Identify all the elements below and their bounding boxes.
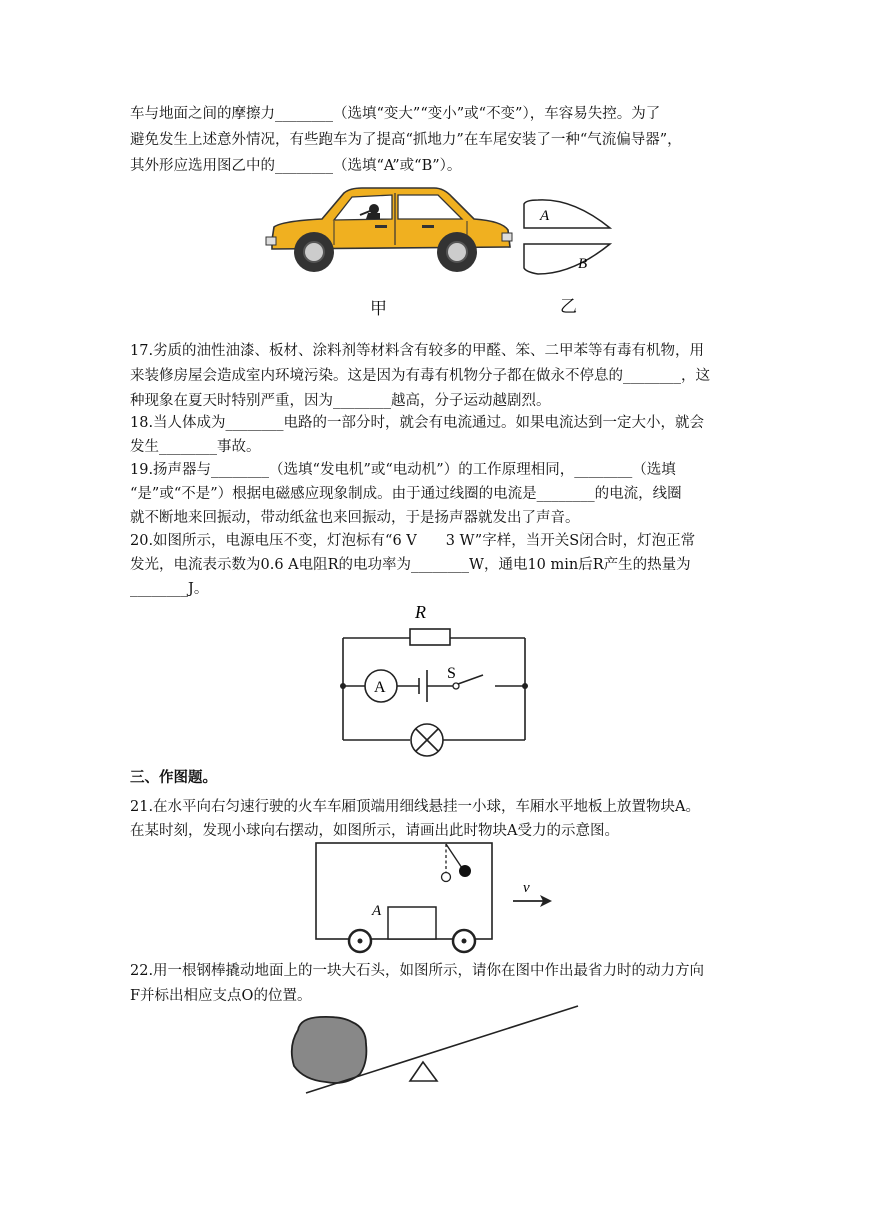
q16-line-2: 避免发生上述意外情况，有些跑车为了提高“抓地力”在车尾安装了一种“气流偏导器”， <box>130 132 682 148</box>
q18-line-2: 发生________事故。 <box>130 439 261 455</box>
q22-line-2: F并标出相应支点O的位置。 <box>130 988 312 1004</box>
q16-line-1: 车与地面之间的摩擦力________（选填“变大”“变小”或“不变”），车容易失控。为了 <box>130 106 661 122</box>
ammeter-label: A <box>374 679 386 696</box>
q16-line-3: 其外形应选用图乙中的________（选填“A”或“B”）。 <box>130 158 462 174</box>
q18-line-1: 18.当人体成为________电路的一部分时，就会有电流通过。如果电流达到一定大小，就会 <box>130 415 705 431</box>
q19-line-3: 就不断地来回振动，带动纸盆也来回振动，于是扬声器就发出了声音。 <box>130 510 580 526</box>
circuit-figure <box>335 598 535 758</box>
rock <box>292 1017 367 1083</box>
deflector-label-a: A <box>540 208 550 224</box>
q21-line-1: 21.在水平向右匀速行驶的火车车厢顶端用细线悬挂一小球，车厢水平地板上放置物块A。 <box>130 799 701 815</box>
resistor-r <box>410 629 450 645</box>
fulcrum-triangle <box>410 1062 437 1081</box>
caption-yi: 乙 <box>560 297 577 317</box>
caption-jia: 甲 <box>370 299 387 319</box>
train-figure <box>308 840 563 955</box>
q20-line-2: 发光，电流表示数为0.6 A电阻R的电功率为________W，通电10 min后R产生的热量为 <box>130 557 691 573</box>
resistor-label: R <box>415 602 426 622</box>
velocity-label: v <box>523 880 530 896</box>
q20-line-3: ________J。 <box>130 581 209 597</box>
switch-label: S <box>447 665 456 682</box>
block-a-label: A <box>372 903 382 919</box>
section-3-title: 三、作图题。 <box>130 770 217 786</box>
car-figure <box>262 185 517 280</box>
block-a <box>388 907 436 939</box>
q17-line-2: 来装修房屋会造成室内环境污染。这是因为有毒有机物分子都在做永不停息的________，这 <box>130 368 710 384</box>
q19-line-1: 19.扬声器与________（选填“发电机”或“电动机”）的工作原理相同，________（选填 <box>130 462 676 478</box>
lever-figure <box>286 1000 586 1098</box>
q20-line-1: 20.如图所示，电源电压不变，灯泡标有“6 V 3 W”字样，当开关S闭合时，灯泡正常 <box>130 533 696 549</box>
q22-line-1: 22.用一根钢棒撬动地面上的一块大石头，如图所示，请你在图中作出最省力时的动力方向 <box>130 963 705 979</box>
q21-line-2: 在某时刻，发现小球向右摆动，如图所示，请画出此时物块A受力的示意图。 <box>130 823 619 839</box>
q17-line-1: 17.劣质的油性油漆、板材、涂料剂等材料含有较多的甲醛、笨、二甲苯等有毒有机物，用 <box>130 343 705 359</box>
q19-line-2: “是”或“不是”）根据电磁感应现象制成。由于通过线圈的电流是________的电流，线圈 <box>130 486 682 502</box>
q17-line-3: 种现象在夏天时特别严重，因为________越高，分子运动越剧烈。 <box>130 393 551 409</box>
deflector-figure <box>518 196 618 284</box>
deflector-label-b: B <box>578 256 588 272</box>
